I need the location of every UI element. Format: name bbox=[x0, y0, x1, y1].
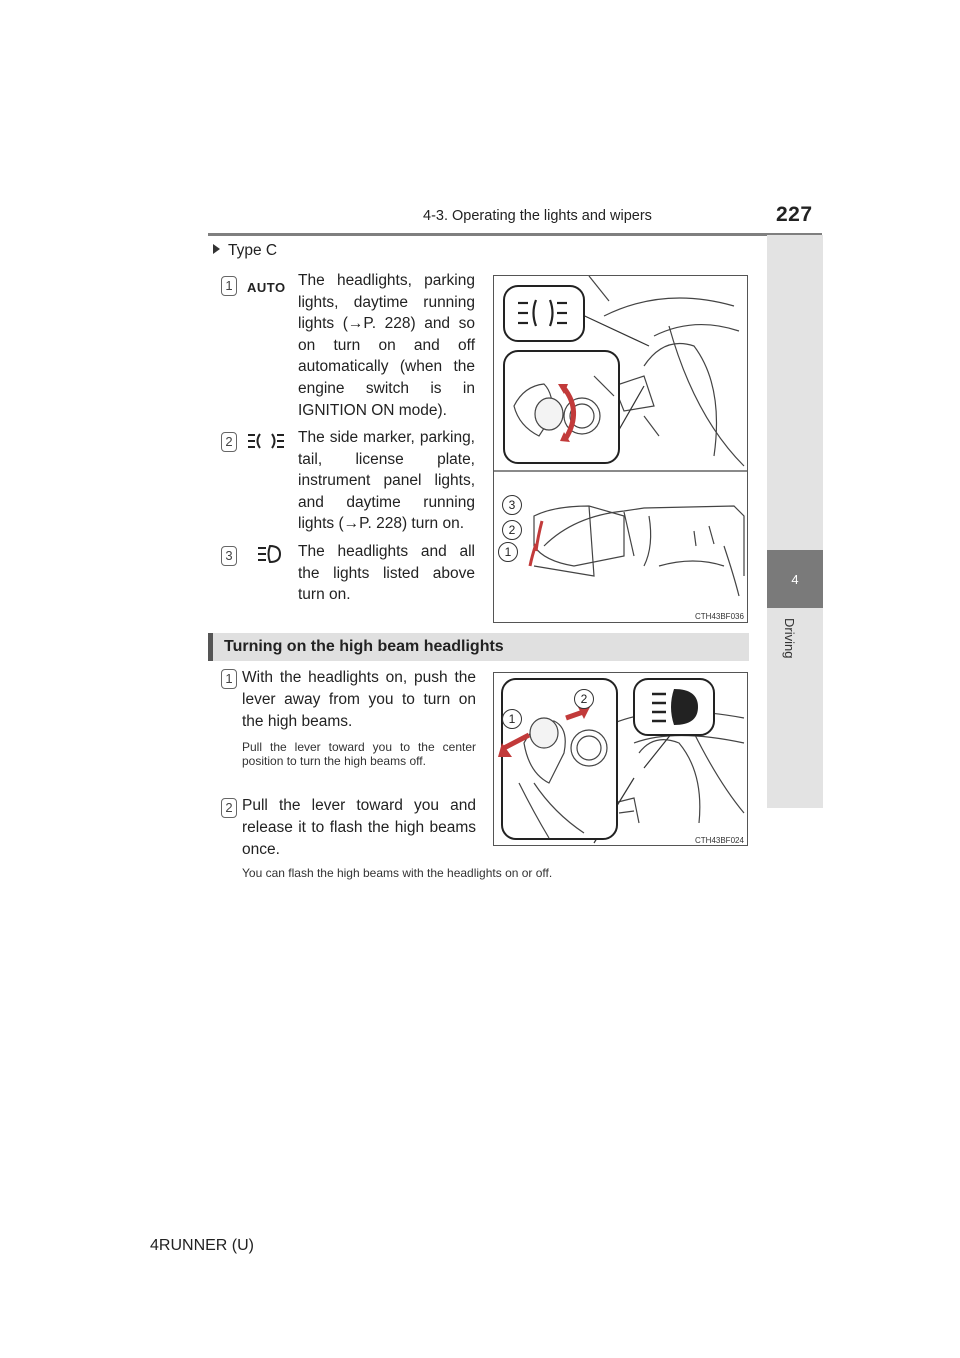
section-heading: Turning on the high beam headlights bbox=[224, 638, 504, 655]
side-tab-background bbox=[767, 235, 823, 550]
item-number: 2 bbox=[221, 432, 237, 452]
light-switch-illustration bbox=[494, 276, 747, 622]
callout-2: 2 bbox=[574, 689, 594, 709]
callout-1: 1 bbox=[498, 542, 518, 562]
item-number: 2 bbox=[221, 798, 237, 818]
item-number: 3 bbox=[221, 546, 237, 566]
item-number: 1 bbox=[221, 669, 237, 689]
parking-light-icon bbox=[246, 430, 286, 452]
figure-code: CTH43BF036 bbox=[695, 612, 744, 621]
type-label bbox=[213, 242, 277, 260]
item-text: With the headlights on, push the lever away from you to turn on the high beams. bbox=[242, 669, 476, 730]
page-number: 227 bbox=[776, 203, 813, 226]
figure-code: CTH43BF024 bbox=[695, 836, 744, 845]
item-number: 1 bbox=[221, 276, 237, 296]
item-text: The headlights and all the lights listed above turn on. bbox=[298, 543, 475, 604]
callout-2: 2 bbox=[502, 520, 522, 540]
type-label-text: Type C bbox=[228, 242, 278, 259]
callout-1: 1 bbox=[502, 709, 522, 729]
side-tab-label: Driving bbox=[782, 618, 797, 659]
figure-light-switch bbox=[493, 275, 748, 623]
auto-icon: AUTO bbox=[247, 280, 286, 295]
headlight-icon bbox=[256, 543, 284, 565]
section-title: 4-3. Operating the lights and wipers bbox=[423, 208, 652, 224]
callout-3: 3 bbox=[502, 495, 522, 515]
item-text: Pull the lever toward you and release it to flash the high beams once. bbox=[242, 797, 476, 858]
model-label: 4RUNNER (U) bbox=[150, 1237, 254, 1254]
item-note: Pull the lever toward you to the center position to turn the high beams off. bbox=[242, 740, 476, 768]
header-rule bbox=[208, 233, 822, 236]
item-text: The side marker, parking, tail, license plate, instrument panel lights, and daytime running lights (→P. 228) turn on. bbox=[298, 429, 475, 533]
item-note: You can flash the high beams with the headlights on or off. bbox=[242, 866, 553, 880]
side-tab-number: 4 bbox=[791, 572, 799, 587]
figure-high-beam bbox=[493, 672, 748, 846]
item-text: The headlights, parking lights, daytime running lights (→P. 228) and so on turn on and off automatically (when the engine switch is in IGNITION ON mode). bbox=[298, 272, 475, 419]
triangle-bullet-icon bbox=[213, 244, 220, 254]
high-beam-illustration bbox=[494, 673, 747, 845]
